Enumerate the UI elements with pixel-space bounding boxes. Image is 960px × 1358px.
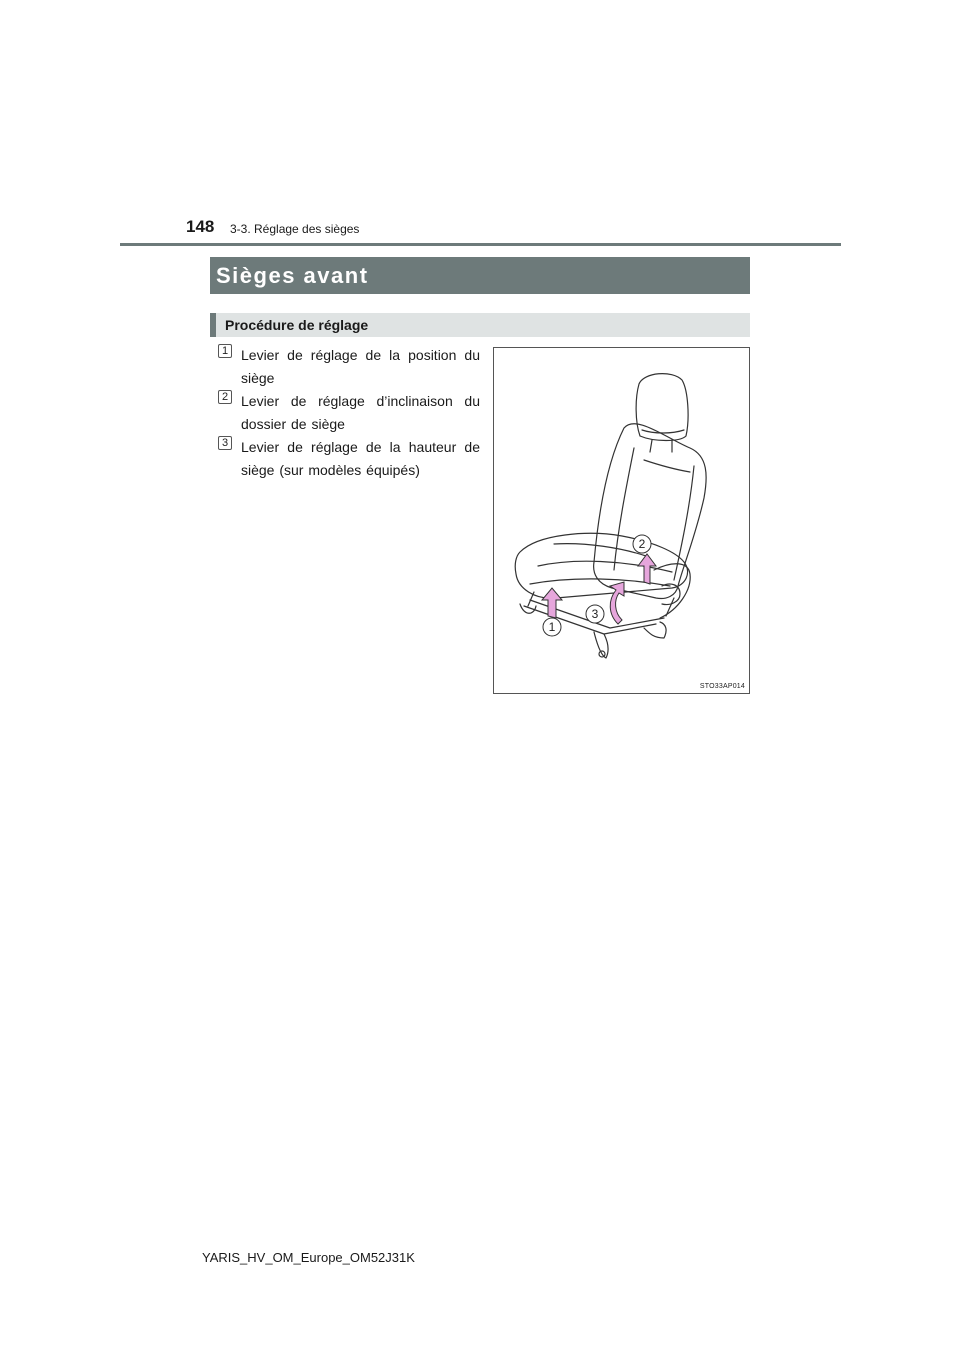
subsection-bar — [210, 313, 750, 337]
section-title-bar — [210, 257, 750, 294]
callout-3 — [586, 605, 604, 623]
item-text: Levier de réglage d’inclinaison du dossier de siège — [241, 393, 480, 432]
callout-label: 3 — [591, 607, 599, 621]
item-number-badge: 1 — [218, 344, 232, 358]
item-number-badge: 2 — [218, 390, 232, 404]
section-path: 3-3. Réglage des sièges — [230, 222, 360, 236]
page-number: 148 — [186, 217, 215, 236]
header-rule — [120, 243, 841, 246]
seat-figure — [493, 347, 750, 694]
item-number-badge: 3 — [218, 436, 232, 450]
callout-1 — [543, 618, 561, 636]
callout-2 — [633, 535, 651, 553]
callout-label: 2 — [638, 537, 646, 551]
footer-manual-id: YARIS_HV_OM_Europe_OM52J31K — [202, 1250, 415, 1265]
figure-code: STO33AP014 — [699, 683, 745, 690]
seat-illustration — [494, 348, 749, 693]
item-text: Levier de réglage de la position du siège — [241, 347, 480, 386]
item-text: Levier de réglage de la hauteur de siège (sur modèles équipés) — [241, 439, 480, 478]
subsection-title: Procédure de réglage — [225, 317, 369, 333]
arrow-recline-icon — [638, 554, 656, 584]
section-title: Sièges avant — [216, 263, 369, 288]
callout-label: 1 — [548, 620, 556, 634]
